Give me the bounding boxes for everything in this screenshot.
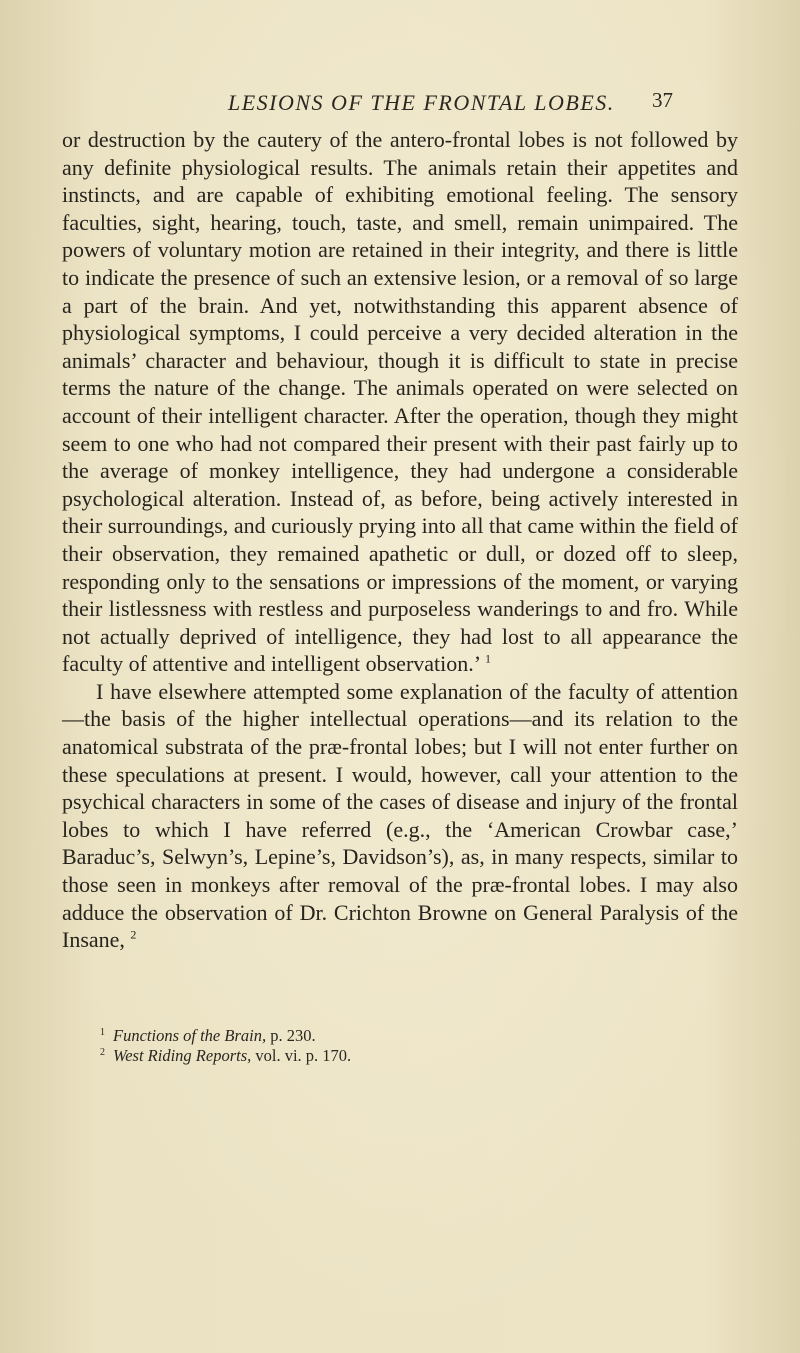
paragraph-2 bbox=[62, 678, 738, 954]
footnote-1-detail: p. 230. bbox=[270, 1026, 316, 1045]
footnote-2-number: 2 bbox=[100, 1046, 105, 1058]
paragraph-2-text: I have elsewhere attempted some explanation of the faculty of attention—the basis of the higher intellectual operations—and its relation to the anatomical substrata of the præ-frontal lobes; but I will not enter further on these speculations at present. I would, however, call your attention to the psychical characters in some of the cases of disease and injury of the frontal lobes to which I have referred (e.g., the ‘American Crowbar case,’ Baraduc’s, Selwyn’s, Lepine’s, Davidson’s), as, in many respects, similar to those seen in monkeys after removal of the præ-frontal lobes. I may also adduce the observation of Dr. Crichton Browne on General Paralysis of the Insane, bbox=[62, 678, 738, 953]
body-text bbox=[62, 126, 738, 954]
footnote-1 bbox=[100, 1026, 700, 1046]
page-header bbox=[0, 82, 800, 122]
footnote-2 bbox=[100, 1046, 700, 1066]
paragraph-1-text: or destruction by the cautery of the antero-frontal lobes is not followed by any definite physiological results. The animals retain their appetites and instincts, and are capable of exhibiting emotional feeling. The sensory faculties, sight, hearing, touch, taste, and smell, remain unimpaired. The powers of voluntary motion are retained in their integrity, and there is little to indicate the presence of such an extensive lesion, or a removal of so large a part of the brain. And yet, notwithstanding this apparent absence of physiological symptoms, I could perceive a very decided alteration in the animals’ character and behaviour, though it is difficult to state in precise terms the nature of the change. The animals operated on were selected on account of their intelligent character. After the operation, though they might seem to one who had not compared their present with their past fairly up to the average of monkey intelligence, they had undergone a considerable psychological alteration. Instead of, as before, being actively interested in their surroundings, and curiously prying into all that came within the field of their observation, they remained apathetic or dull, or dozed off to sleep, responding only to the sensations or impressions of the moment, or varying their listlessness with restless and purposeless wanderings to and fro. While not actually deprived of intelligence, they had lost to all appearance the faculty of attentive and intelligent observation.’ bbox=[62, 127, 738, 677]
paragraph-1 bbox=[62, 126, 738, 678]
footnote-ref-1: 1 bbox=[484, 651, 491, 666]
footnote-2-title: West Riding Reports, bbox=[113, 1046, 252, 1065]
footnote-ref-2: 2 bbox=[130, 927, 137, 942]
footnote-1-title: Functions of the Brain, bbox=[113, 1026, 267, 1045]
footnote-2-detail: vol. vi. p. 170. bbox=[255, 1046, 352, 1065]
footnote-1-number: 1 bbox=[100, 1026, 105, 1038]
running-title: LESIONS OF THE FRONTAL LOBES. bbox=[228, 90, 615, 115]
footnotes bbox=[100, 1026, 700, 1066]
page-number: 37 bbox=[652, 88, 673, 112]
